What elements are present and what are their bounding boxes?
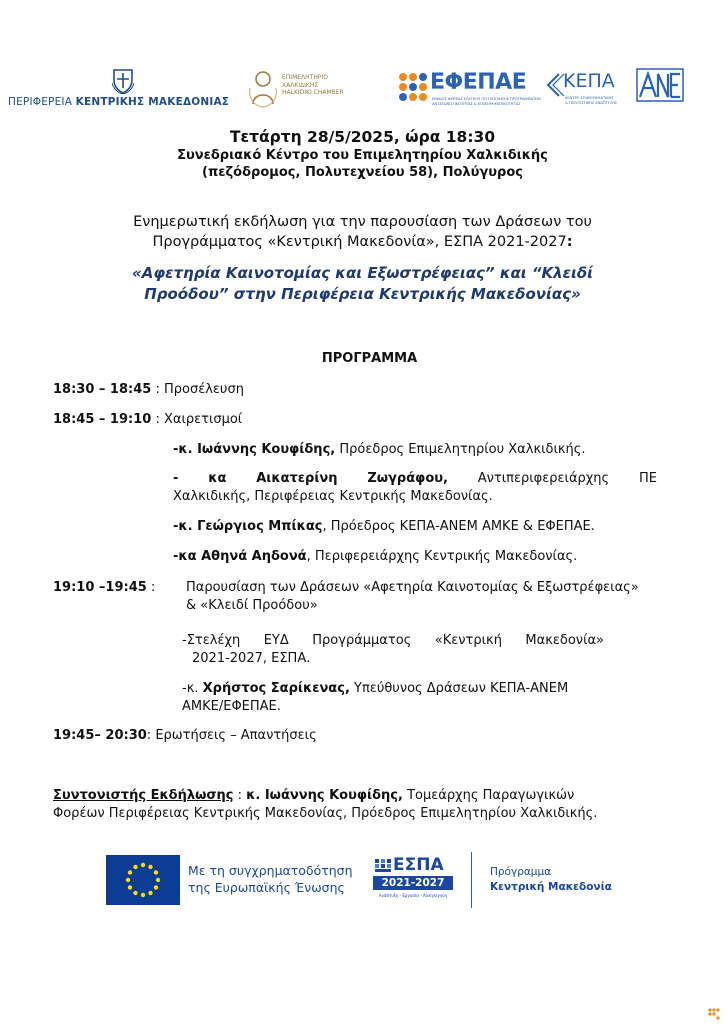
slot-time: 18:30 – 18:45 (53, 382, 152, 397)
intro-line2: Προγράμματος «Κεντρική Μακεδονία», ΕΣΠΑ 2021-2027: (152, 234, 573, 250)
region-logo (8, 62, 228, 112)
speaker-eyd-staff: -Στελέχη ΕΥΔ Προγράμματος «Κεντρική Μακεδονία» 2021-2027, ΕΣΠΑ. (182, 633, 604, 666)
program-slot-qa: 19:45– 20:30: Ερωτήσεις – Απαντήσεις (53, 728, 317, 743)
kepa-logo-sub1: ΚΕΝΤΡΟ ΕΠΙΧΕΙΡΗΜΑΤΙΚΗΣ (565, 96, 614, 100)
chamber-logo-line3: HALKIDIKI CHAMBER (282, 89, 344, 96)
region-logo-text: ΠΕΡΙΦΕΡΕΙΑ ΚΕΝΤΡΙΚΗΣ ΜΑΚΕΔΟΝΙΑΣ (8, 96, 230, 108)
footer-divider (471, 852, 472, 908)
program-heading: ΠΡΟΓΡΑΜΜΑ (321, 351, 418, 366)
event-venue: Συνεδριακό Κέντρο του Επιμελητηρίου Χαλκιδικής (177, 148, 548, 163)
event-details (0, 127, 725, 181)
kepa-arrow-icon (545, 72, 565, 98)
slot-time: 19:45– 20:30 (53, 728, 147, 743)
chamber-logo (248, 66, 353, 112)
event-coordinator: Συντονιστής Εκδήλωσης : κ. Ιωάννης Κουφίδης, Τομεάρχης Παραγωγικών Φορέων Περιφέρειας Κεντρικής Μακεδονίας, Πρόεδρος Επιμελητηρίου Χαλκιδικής. (53, 788, 598, 821)
efepae-logo (398, 70, 541, 108)
intro-line1: Ενημερωτική εκδήλωση για την παρουσίαση των Δράσεων του (133, 214, 592, 230)
event-title (0, 263, 725, 305)
greek-emblem-icon (112, 68, 134, 94)
espa-tagline: Ανάπτυξη - Εργασία - Αλληλεγγύη (378, 893, 448, 898)
chamber-logo-line2: ΧΑΛΚΙΔΙΚΗΣ (282, 81, 319, 89)
espa-logo (373, 855, 453, 905)
event-date: Τετάρτη 28/5/2025, ώρα 18:30 (229, 128, 496, 146)
program-name: Πρόγραμμα Κεντρική Μακεδονία (490, 866, 612, 893)
eu-stars-icon (106, 855, 180, 905)
espa-mark-icon (375, 859, 391, 873)
corner-dots-icon (708, 1008, 720, 1020)
eu-cofunding-text: Με τη συγχρηματοδότηση της Ευρωπαϊκής Ένωσης (188, 863, 353, 895)
espa-years: 2021-2027 (373, 876, 453, 890)
slot-description: Προσέλευση (163, 382, 244, 397)
slot-time: 19:10 –19:45 (53, 580, 147, 595)
eu-flag (106, 855, 180, 905)
coordinator-label: Συντονιστής Εκδήλωσης (53, 788, 234, 803)
coordinator-name: κ. Ιωάννης Κουφίδης, (246, 788, 403, 803)
event-address: (πεζόδρομος, Πολυτεχνείου 58), Πολύγυρος (202, 165, 523, 180)
chamber-bust-icon (248, 68, 278, 108)
event-intro (0, 212, 725, 252)
slot-description: Ερωτήσεις – Απαντήσεις (155, 728, 317, 743)
efepae-logo-sub1: ΕΝΙΑΙΟΣ ΦΟΡΕΑΣ ΕΛΕΓΧΟΥ ΠΙΣΤΟΠΟΙΗΣΗΣ ΠΡΟΓΡΑΜΜΑΤΩΝ (432, 97, 541, 101)
event-title-line2: Προόδου” στην Περιφέρεια Κεντρικής Μακεδονίας» (144, 285, 581, 303)
program-slot-greetings: 18:45 – 19:10 : Χαιρετισμοί (53, 412, 243, 427)
efepae-logo-sub2: ΑΝΤΑΓΩΝΙΣΤΙΚΟΤΗΤΑΣ & ΕΠΙΧΕΙΡΗΜΑΤΙΚΟΤΗΤΑΣ (432, 101, 521, 106)
program-slot-arrival: 18:30 – 18:45 : Προσέλευση (53, 382, 244, 397)
chamber-logo-line1: ΕΠΙΜΕΛΗΤΗΡΙΟ (282, 74, 328, 81)
speaker-zografou: - κα Αικατερίνη Ζωγράφου, Αντιπεριφερειάρχης ΠΕ Χαλκιδικής, Περιφέρειας Κεντρικής Μακεδονίας. (173, 471, 657, 504)
slot-description: Χαιρετισμοί (163, 412, 243, 427)
kepa-logo-sub2: & ΠΟΛΙΤΙΣΤΙΚΗΣ ΑΝΑΠΤΥΞΗΣ (565, 100, 618, 105)
kepa-logo-word: ΚΕΠΑ (563, 70, 615, 92)
event-title-line1: «Αφετηρία Καινοτομίας και Εξωστρέφειας” και “Κλειδί (132, 264, 593, 282)
slot-time: 18:45 – 19:10 (53, 412, 152, 427)
efepae-dots-icon (398, 72, 428, 102)
kepa-logo (545, 70, 629, 108)
speaker-bikas: -κ. Γεώργιος Μπίκας, Πρόεδρος ΚΕΠΑ-ΑΝΕΜ ΑΜΚΕ & ΕΦΕΠΑΕ. (173, 519, 595, 534)
speaker-koufidis: -κ. Ιωάννης Κουφίδης, Πρόεδρος Επιμελητηρίου Χαλκιδικής. (173, 442, 586, 457)
efepae-logo-word: ΕΦΕΠΑΕ (430, 70, 527, 95)
speaker-sarikenas: -κ. Χρήστος Σαρίκενας, Υπεύθυνος Δράσεων ΚΕΠΑ-ΑΝΕΜ ΑΜΚΕ/ΕΦΕΠΑΕ. (182, 681, 569, 714)
anem-logo-icon (636, 68, 684, 102)
espa-word: ΕΣΠΑ (393, 855, 444, 875)
speaker-aidona: -κα Αθηνά Αηδονά, Περιφερειάρχης Κεντρικής Μακεδονίας. (173, 549, 578, 564)
program-slot-presentation: 19:10 –19:45 : (53, 580, 156, 595)
slot-description: Παρουσίαση των Δράσεων «Αφετηρία Καινοτομίας & Εξωστρέφειας» & «Κλειδί Προόδου» (186, 580, 639, 613)
